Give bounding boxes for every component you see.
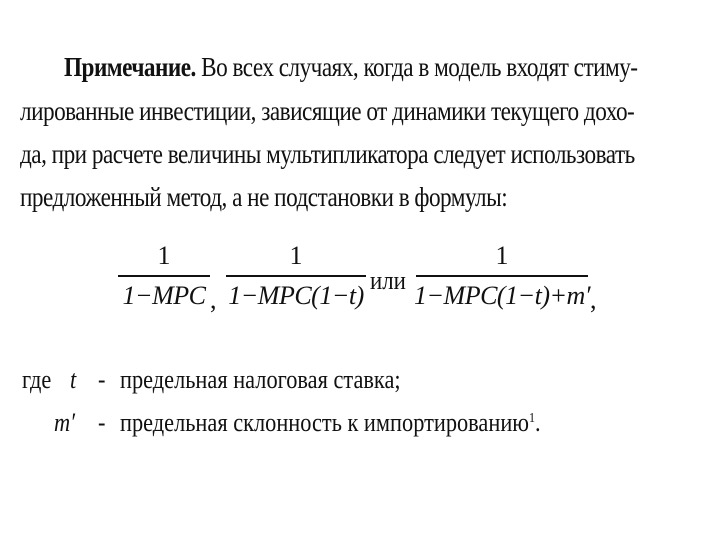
definitions-where-word: где <box>22 365 52 394</box>
definition-text-m-end: . <box>535 408 541 437</box>
formula-connector-or: или <box>370 266 406 295</box>
definition-text-m-body: предельная склонность к импортированию <box>120 408 530 437</box>
fraction-1-numerator: 1 <box>157 241 171 270</box>
note-line-2: лированные инвестиции, зависящие от динамики текущего дохо- <box>20 96 635 126</box>
fraction-simple-multiplier <box>118 241 210 311</box>
fraction-open-economy-multiplier <box>413 241 591 311</box>
definition-dash-2: - <box>98 408 106 437</box>
definition-dash-1: - <box>98 365 106 394</box>
note-line-3: да, при расчете величины мультипликатора следует использовать <box>20 139 635 169</box>
definition-symbol-m: m′ <box>54 408 76 437</box>
fraction-3-numerator: 1 <box>495 241 509 270</box>
note-line-1 <box>64 52 638 82</box>
fraction-3-denominator: 1−MPC(1−t)+m′ <box>413 281 591 310</box>
fraction-tax-multiplier <box>226 241 366 311</box>
fraction-1-denominator: 1−MPC <box>122 281 206 310</box>
fraction-2-denominator: 1−MPC(1−t) <box>228 281 364 310</box>
definition-text-m <box>120 408 541 438</box>
footnote-marker: 1 <box>529 411 536 426</box>
formula-comma-2: , <box>590 285 597 314</box>
formula-comma-1: , <box>210 285 217 314</box>
definition-symbol-t: t <box>70 365 77 394</box>
definition-text-t: предельная налоговая ставка; <box>120 365 401 394</box>
note-line-1-text: Во всех случаях, когда в модель входят стиму- <box>195 52 638 82</box>
note-lead: Примечание. <box>64 52 196 82</box>
note-line-4: предложенный метод, а не подстановки в формулы: <box>20 182 508 212</box>
fraction-2-numerator: 1 <box>289 241 303 270</box>
